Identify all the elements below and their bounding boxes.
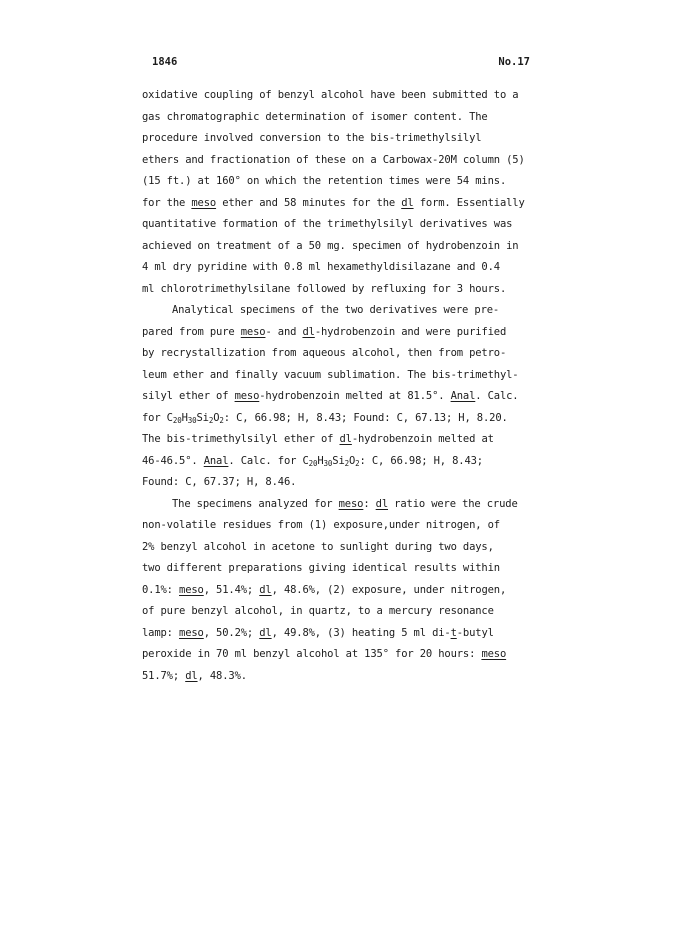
text-line: 2% benzyl alcohol in acetone to sunlight during two days,	[142, 540, 494, 553]
text-line: gas chromatographic determination of isomer content. The	[142, 110, 488, 123]
text-line: achieved on treatment of a 50 mg. specimen of hydrobenzoin in	[142, 239, 519, 252]
issue-number: No.17	[498, 56, 530, 68]
text-line: of pure benzyl alcohol, in quartz, to a mercury resonance	[142, 605, 494, 617]
text-line: ethers and fractionation of these on a Carbowax-20M column (5)	[142, 153, 525, 166]
text-line: 0.1%: meso, 51.4%; dl, 48.6%, (2) exposure, under nitrogen,	[142, 583, 507, 596]
page-number: 1846	[152, 56, 178, 68]
text-line: 46-46.5°. Anal. Calc. for $C_{20}H_{30}Si_2O_2$: C, 66.98; H, 8.43;	[142, 454, 483, 468]
text-line: The specimens analyzed for meso: dl ratio were the crude	[172, 497, 518, 510]
text-line: pared from pure meso- and dl-hydrobenzoin and were purified	[142, 325, 507, 338]
text-line: oxidative coupling of benzyl alcohol have been submitted to a	[142, 89, 519, 101]
text-line: The bis-trimethylsilyl ether of dl-hydrobenzoin melted at	[142, 433, 494, 445]
text-line: by recrystallization from aqueous alcohol, then from petro-	[142, 347, 507, 359]
text-line: non-volatile residues from (1) exposure,under nitrogen, of	[142, 519, 500, 531]
text-line: for $C_{20}H_{30}Si_2O_2$: C, 66.98; H, 8.43; Found: C, 67.13; H, 8.20.	[142, 411, 508, 425]
text-line: silyl ether of meso-hydrobenzoin melted at 81.5°. Anal. Calc.	[142, 390, 519, 402]
text-line: 4 ml dry pyridine with 0.8 ml hexamethyldisilazane and 0.4	[142, 261, 500, 273]
text-line: procedure involved conversion to the bis-trimethylsilyl	[142, 132, 482, 144]
text-line: lamp: meso, 50.2%; dl, 49.8%, (3) heating 5 ml di-t-butyl	[142, 626, 494, 639]
paper-body	[142, 85, 542, 687]
text-line: two different preparations giving identical results within	[142, 562, 500, 574]
text-line: leum ether and finally vacuum sublimation. The bis-trimethyl-	[142, 368, 519, 381]
text-line: Analytical specimens of the two derivatives were pre-	[172, 304, 500, 316]
text-line: 51.7%; dl, 48.3%.	[142, 669, 247, 682]
text-line: quantitative formation of the trimethylsilyl derivatives was	[142, 218, 513, 230]
text-line: ml chlorotrimethylsilane followed by refluxing for 3 hours.	[142, 282, 507, 295]
text-line: Found: C, 67.37; H, 8.46.	[142, 476, 297, 488]
text-line: (15 ft.) at 160° on which the retention times were 54 mins.	[142, 175, 507, 187]
text-line: for the meso ether and 58 minutes for the dl form. Essentially	[142, 196, 525, 209]
text-line: peroxide in 70 ml benzyl alcohol at 135° for 20 hours: meso	[142, 648, 507, 660]
